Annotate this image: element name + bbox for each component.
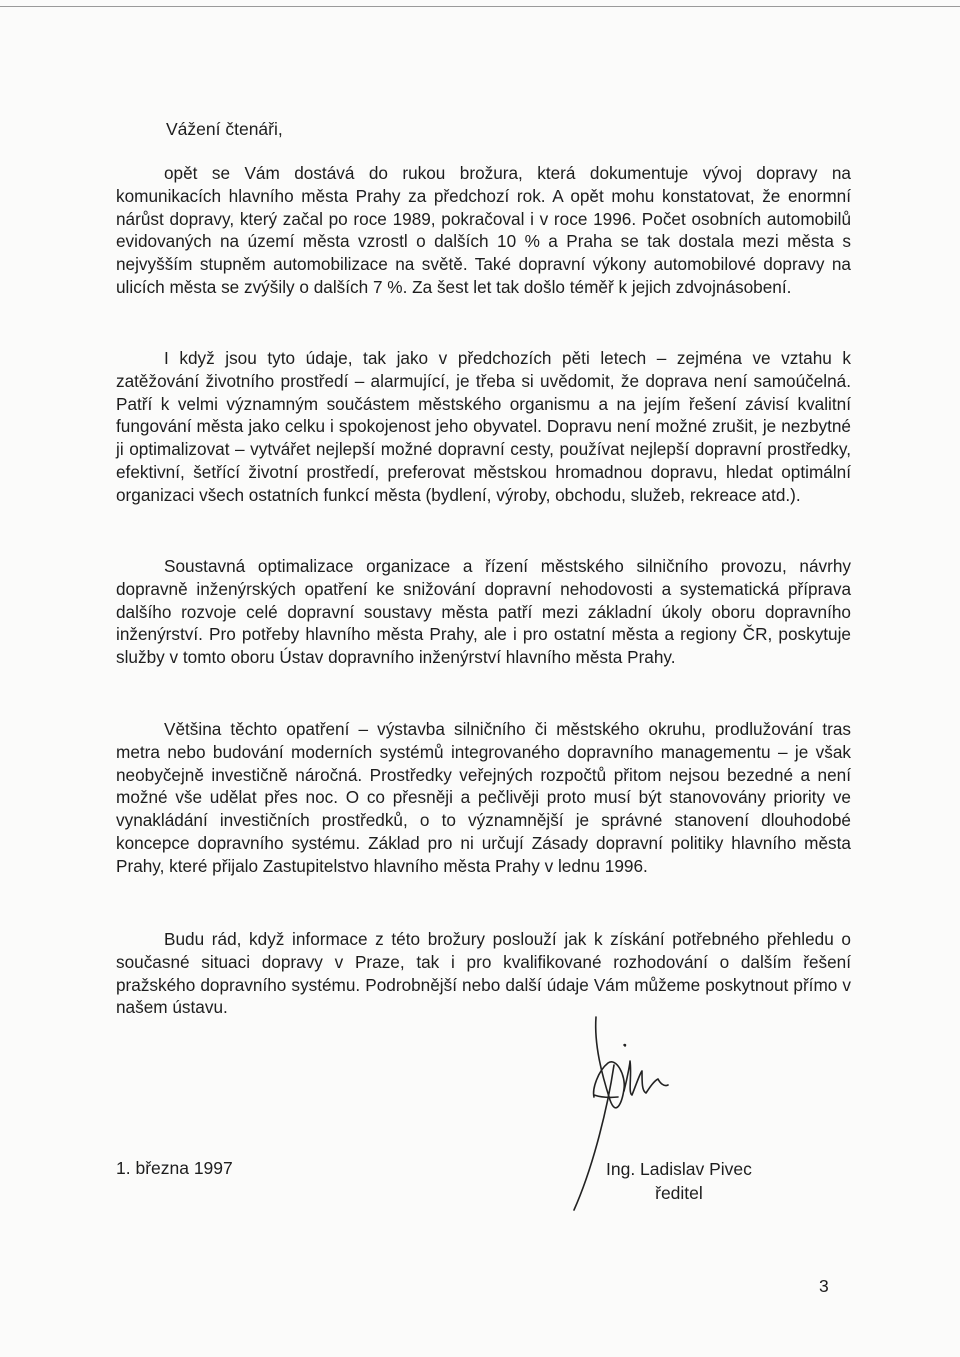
page-number: 3 bbox=[819, 1276, 829, 1296]
paragraph-2: I když jsou tyto údaje, tak jako v předchozích pěti letech – zejména ve vztahu k zatěžování životního prostředí – alarmující, je třeba si uvědomit, že doprava není samoúčelná. Patří k velmi významným součástem městského organismu a na jejím řešení závisí kvalitní fungování města jako celku i spokojenost jeho obyvatel. Dopravu není možné zrušit, je nezbytné ji optimalizovat – vytvářet nejlepší možné dopravní cesty, používat nejlepší dopravní prostředky, efektivní, šetřící životní prostředí, preferovat městskou hromadnou dopravu, hledat optimální organizaci všech ostatních funkcí města (bydlení, výroby, obchodu, služeb, rekreace atd.). bbox=[116, 348, 851, 505]
signer-title: ředitel bbox=[655, 1183, 703, 1203]
signer-name: Ing. Ladislav Pivec bbox=[606, 1159, 752, 1179]
paragraph-5: Budu rád, když informace z této brožury poslouží jak k získání potřebného přehledu o současné situaci dopravy v Praze, tak i pro kvalifikované rozhodování o dalším řešení pražského dopravního systému. Podrobnější nebo další údaje Vám můžeme poskytnout přímo v našem ústavu. bbox=[116, 929, 851, 1018]
paragraph-1: opět se Vám dostává do rukou brožura, která dokumentuje vývoj dopravy na komunikacích hlavního města Prahy za předchozí rok. A opět mohu konstatovat, že enormní nárůst dopravy, který začal po roce 1989, pokračoval i v roce 1996. Počet osobních automobilů evidovaných na území města vzrostl o dalších 10 % a Praha se tak dostala mezi města s nejvyšším stupněm automobilizace na světě. Také dopravní výkony automobilové dopravy na ulicích města se zvýšily o dalších 7 %. Za šest let tak došlo téměř k jejich zdvojnásobení. bbox=[116, 163, 851, 297]
signer-block bbox=[606, 1157, 752, 1205]
paragraph-3: Soustavná optimalizace organizace a řízení městského silničního provozu, návrhy dopravně inženýrských opatření ke snižování dopravní nehodovosti a systematická příprava dalšího rozvoje celé dopravní soustavy města patří mezi základní úkoly oboru dopravního inženýrství. Pro potřeby hlavního města Prahy, ale i pro ostatní města a regiony ČR, poskytuje služby v tomto oboru Ústav dopravního inženýrství hlavního města Prahy. bbox=[116, 556, 851, 668]
top-rule bbox=[0, 6, 960, 7]
salutation: Vážení čtenáři, bbox=[166, 119, 283, 139]
paragraph-4: Většina těchto opatření – výstavba silničního či městského okruhu, prodlužování tras metra nebo budování moderních systémů integrovaného dopravního managementu – je však neobyčejně investičně náročná. Prostředky veřejných rozpočtů přitom nejsou bezedné a není možné vše udělat přes noc. O co přesněji a pečlivěji proto musí být stanovovány priority ve vynakládání investičních prostředků, o to významnější je správné stanovení dlouhodobé koncepce dopravního systému. Základ pro ni určují Zásady dopravní politiky hlavního města Prahy, které přijalo Zastupitelstvo hlavního města Prahy v lednu 1996. bbox=[116, 719, 851, 876]
letter-date: 1. března 1997 bbox=[116, 1158, 233, 1178]
